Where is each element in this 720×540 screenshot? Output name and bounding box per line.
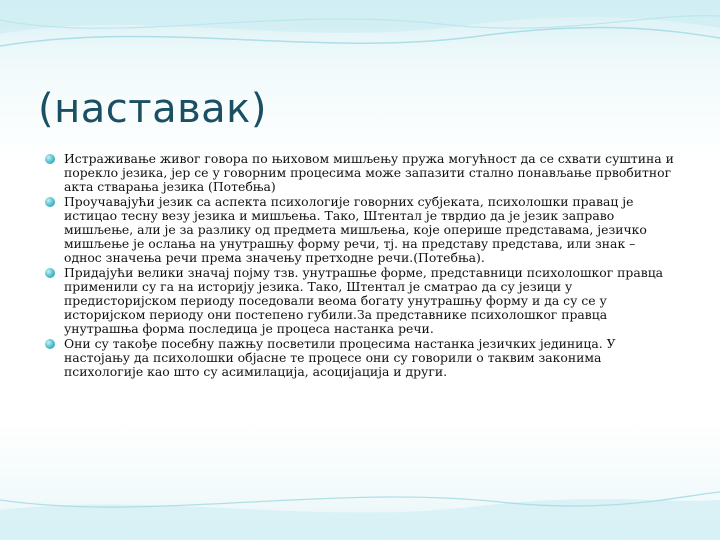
slide-title: (наставак)	[38, 86, 267, 132]
bullet-dot-icon	[45, 268, 55, 278]
bullet-dot-icon	[45, 339, 55, 349]
bottom-wave-decoration	[0, 470, 720, 540]
bullet-item-2	[45, 195, 675, 266]
bullet-item-1	[45, 152, 675, 195]
bullet-dot-icon	[45, 154, 55, 164]
bullet-item-3	[45, 266, 675, 337]
bullet-dot-icon	[45, 197, 55, 207]
bullet-text: Истраживање живог говора по њиховом мишљењу пружа могућност да се схвати суштина и порекло језика, јер се у говорним процесима може запазити стално понављање првобитног акта стварања језика (Потебња)	[64, 151, 674, 195]
bullet-list	[45, 152, 675, 379]
bullet-text: Проучавајући језик са аспекта психологије говорних субјеката, психолошки правац је истицао тесну везу језика и мишљења. Тако, Штентал је тврдио да је језик заправо мишљење, али је за разлику од предмета мишљења, које оперише представама, језичко мишљење је ослања на унутрашњу форму речи, тј. на представу представа, или знак – однос значења речи према значењу претходне речи.(Потебња).	[64, 193, 647, 266]
bullet-item-4	[45, 337, 675, 380]
top-wave-decoration	[0, 0, 720, 80]
bullet-text: Они су такође посебну пажњу посветили процесима настанка језичких јединица. У настојању да психолошки објасне те процесе они су говорили о таквим законима психологије као што су асимилација, асоцијација и други.	[64, 335, 616, 380]
bullet-text: Придајући велики значај појму тзв. унутрашње форме, представници психолошког правца применили су га на историју језика. Тако, Штентал је сматрао да су језици у предисторијском периоду поседовали веома богату унутрашњу форму и да су се у историјском периоду они постепено губили.За представнике психолошког правца унутрашња форма последица је процеса настанка речи.	[64, 264, 664, 337]
